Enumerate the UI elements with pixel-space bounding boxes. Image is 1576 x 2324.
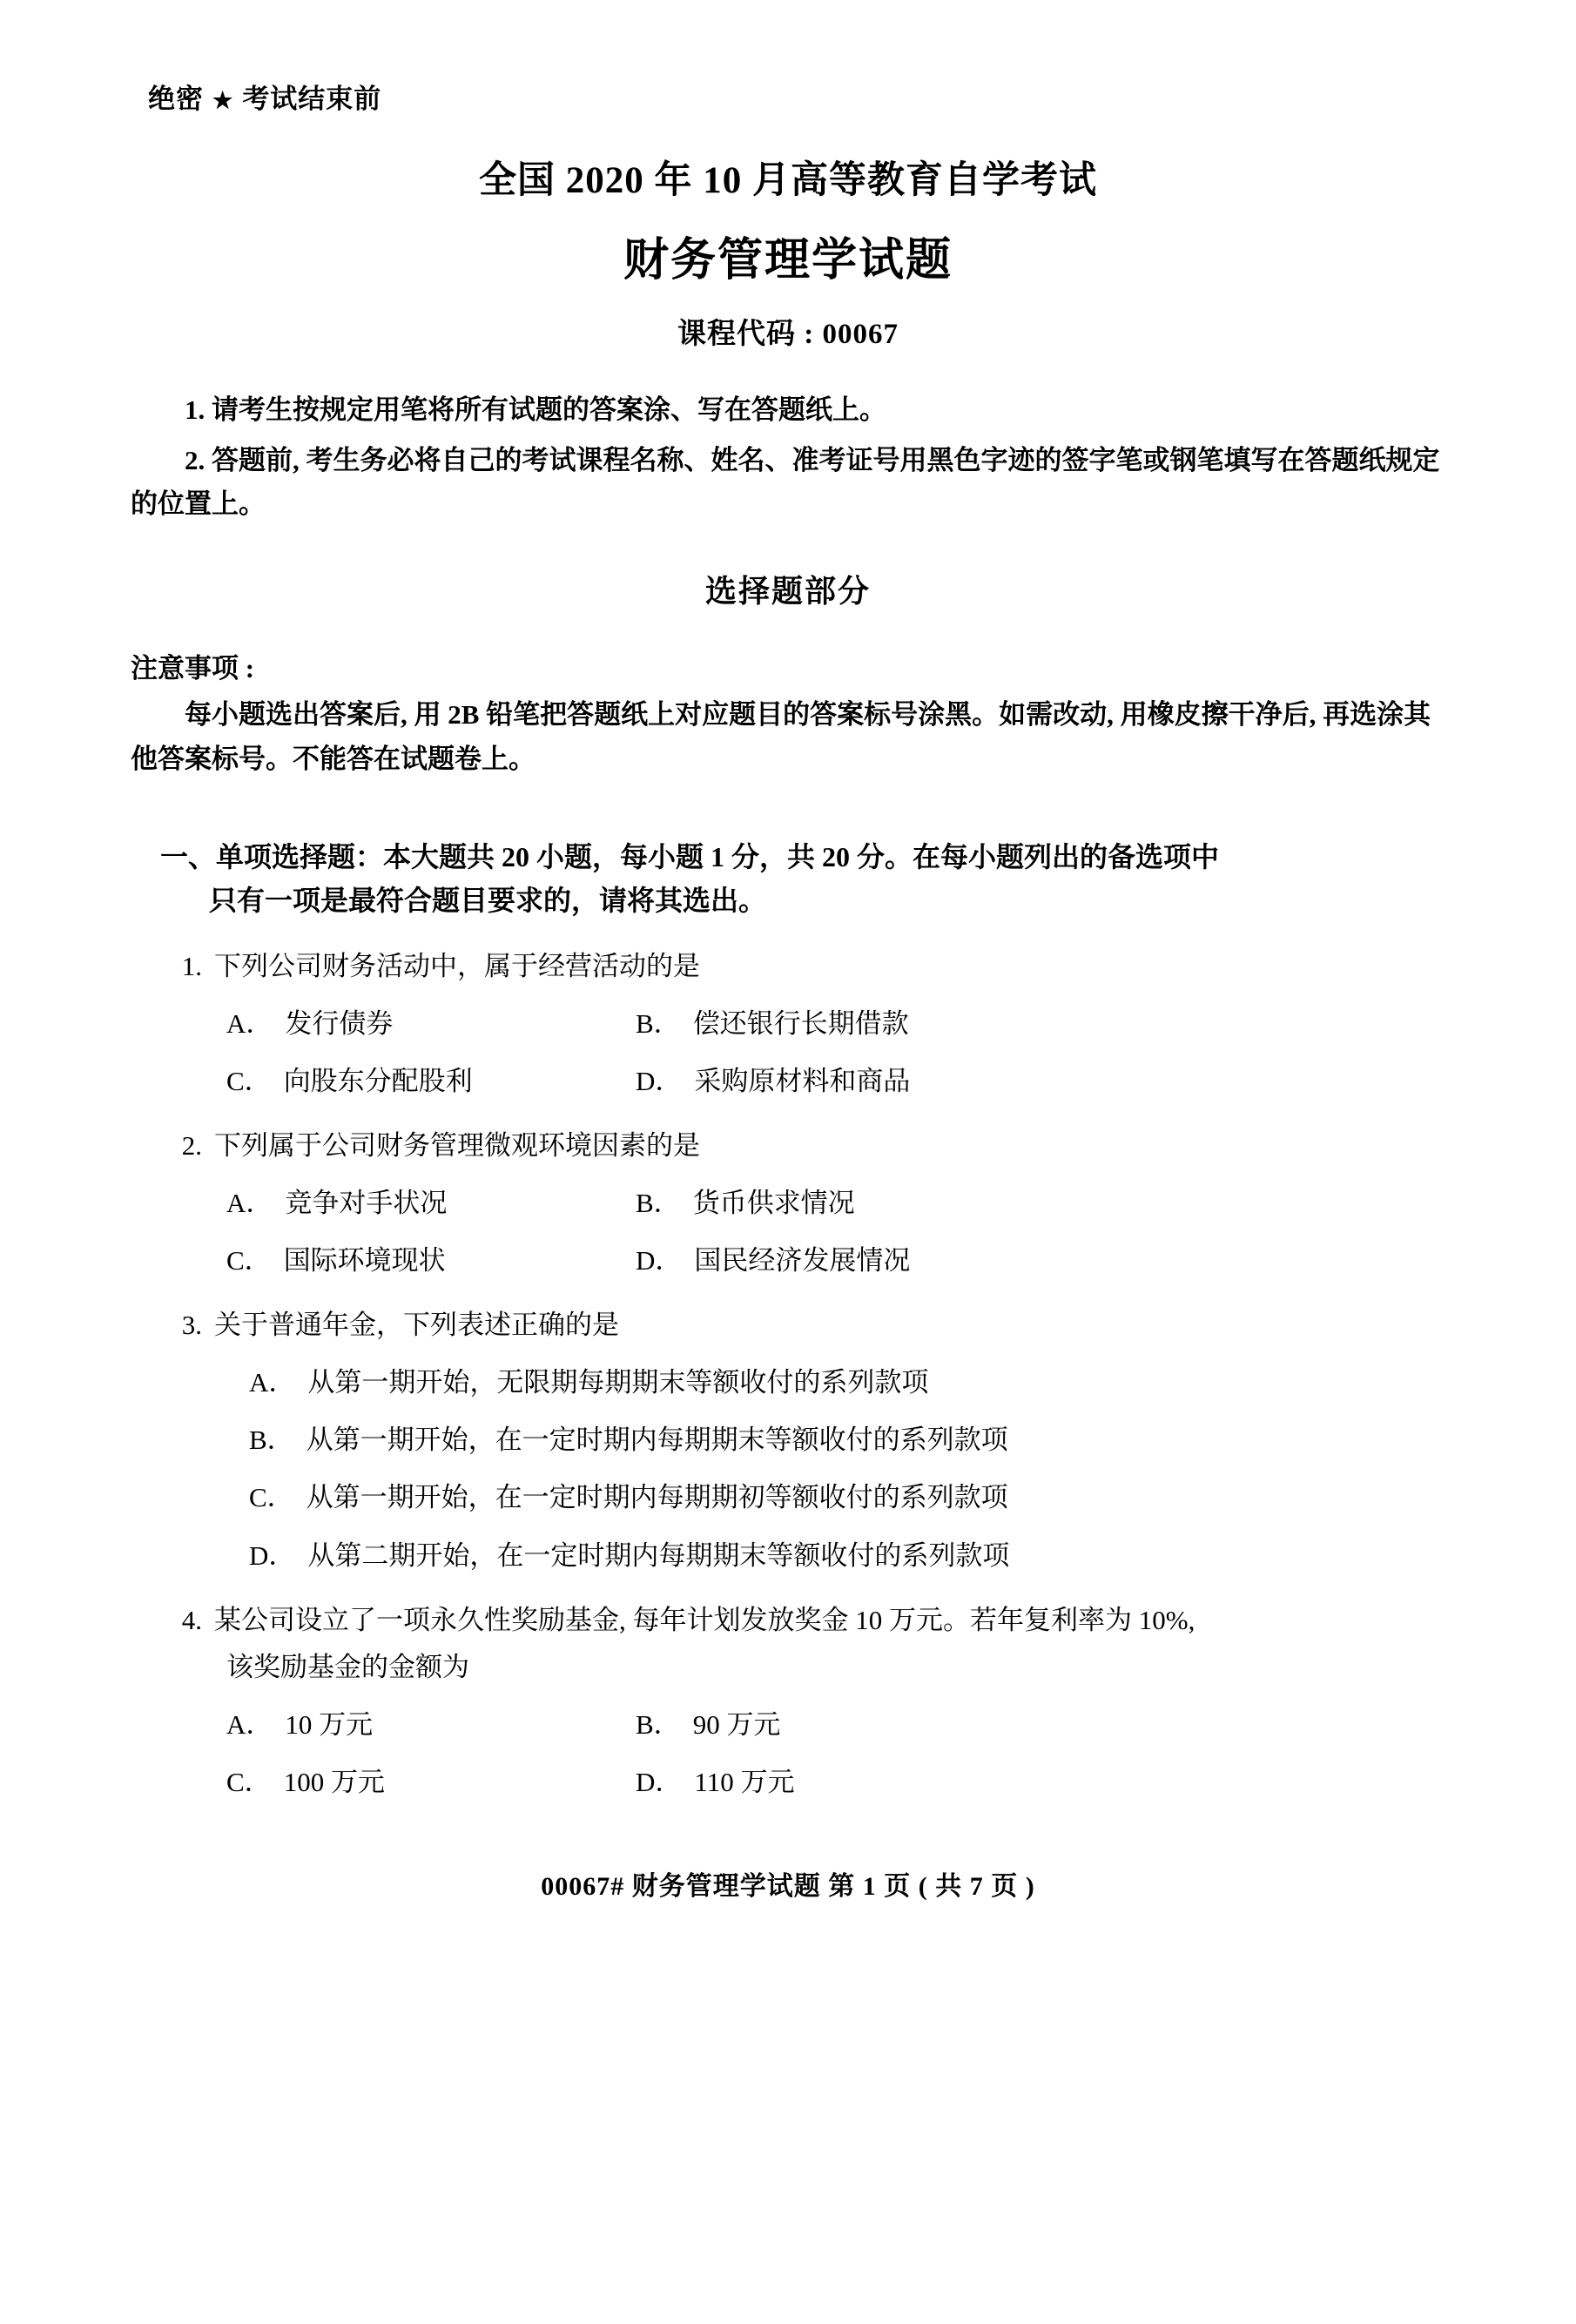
question-item (131, 946, 1445, 1102)
question-text: 关于普通年金，下列表述正确的是 (214, 1310, 619, 1341)
option-row (226, 1704, 1445, 1746)
question-number: 1. (181, 951, 202, 982)
question-stem (131, 1304, 1445, 1346)
big-question-label: 一、单项选择题： (160, 840, 384, 872)
option-d[interactable] (226, 1535, 1445, 1577)
option-list (131, 1704, 1445, 1803)
option-letter: A． (226, 1188, 273, 1219)
page-footer: 00067# 财务管理学试题 第 1 页 ( 共 7 页 ) (541, 1871, 1035, 1901)
option-text: 从第一期开始，在一定时期内每期期末等额收付的系列款项 (306, 1425, 1008, 1456)
question-text: 某公司设立了一项永久性奖励基金, 每年计划发放奖金 10 万元。若年复利率为 10%, (214, 1604, 1195, 1635)
option-c[interactable] (226, 1477, 1445, 1519)
notice-body (131, 692, 1445, 781)
option-letter: C． (226, 1245, 272, 1277)
option-row (226, 1061, 1445, 1102)
paper-title: 财务管理学试题 (623, 236, 953, 286)
notice-text: 每小题选出答案后, 用 2B 铅笔把答题纸上对应题目的答案标号涂黑。如需改动, 用橡皮擦干净后, 再选涂其他答案标号。不能答在试题卷上。 (131, 698, 1431, 774)
option-b[interactable] (636, 1704, 780, 1746)
option-text: 偿还银行长期借款 (692, 1008, 909, 1040)
secret-note: 考试结束前 (242, 84, 382, 114)
option-b[interactable] (636, 1182, 855, 1224)
course-code: 课程代码 : 00067 (677, 319, 899, 350)
question-number: 2. (181, 1130, 202, 1162)
option-text: 100 万元 (283, 1766, 385, 1797)
question-stem (131, 946, 1445, 987)
option-a[interactable] (226, 1362, 1445, 1404)
option-letter: D． (249, 1539, 296, 1571)
option-b[interactable] (636, 1003, 909, 1045)
question-item (131, 1125, 1445, 1282)
option-c[interactable] (226, 1762, 636, 1803)
option-text: 90 万元 (692, 1708, 781, 1740)
option-text: 110 万元 (694, 1766, 795, 1797)
option-letter: B． (249, 1425, 294, 1456)
option-row (226, 1182, 1445, 1224)
option-a[interactable] (226, 1704, 636, 1746)
secret-label: 绝密 (148, 84, 204, 114)
option-d[interactable] (636, 1061, 910, 1102)
question-stem (131, 1125, 1445, 1167)
secret-header (148, 77, 1445, 116)
question-number: 4. (181, 1604, 202, 1635)
option-letter: C． (249, 1482, 294, 1513)
option-letter: D． (636, 1066, 683, 1097)
option-d[interactable] (636, 1240, 910, 1282)
instruction-item-1: 1. 请考生按规定用笔将所有试题的答案涂、写在答题纸上。 (185, 394, 886, 425)
option-letter: B． (636, 1008, 681, 1040)
option-text: 国民经济发展情况 (694, 1245, 911, 1277)
option-text: 10 万元 (285, 1708, 374, 1740)
exam-title: 全国 2020 年 10 月高等教育自学考试 (479, 160, 1097, 201)
question-number: 3. (181, 1310, 202, 1341)
question-text-continued: 该奖励基金的金额为 (226, 1651, 469, 1682)
option-c[interactable] (226, 1240, 636, 1282)
question-item (131, 1600, 1445, 1803)
option-text: 采购原材料和商品 (694, 1066, 911, 1097)
section-heading: 选择题部分 (704, 573, 871, 609)
option-text: 向股东分配股利 (283, 1066, 473, 1097)
option-a[interactable] (226, 1003, 636, 1045)
option-letter: D． (636, 1766, 683, 1797)
option-c[interactable] (226, 1061, 636, 1102)
big-question-heading (131, 835, 1445, 923)
option-letter: B． (636, 1708, 681, 1740)
option-list (131, 1003, 1445, 1102)
option-letter: A． (226, 1708, 273, 1740)
option-list (131, 1182, 1445, 1282)
star-icon: ★ (212, 88, 234, 113)
option-b[interactable] (226, 1419, 1445, 1461)
option-text: 竞争对手状况 (285, 1188, 448, 1219)
option-text: 从第二期开始，在一定时期内每期期末等额收付的系列款项 (307, 1539, 1010, 1571)
option-letter: A． (249, 1367, 296, 1398)
option-text: 从第一期开始，无限期每期期末等额收付的系列款项 (307, 1367, 929, 1398)
question-item (131, 1304, 1445, 1576)
instructions-block (131, 388, 1445, 527)
option-d[interactable] (636, 1762, 795, 1803)
option-list (131, 1362, 1445, 1576)
question-text: 下列属于公司财务管理微观环境因素的是 (214, 1130, 700, 1162)
big-question-line2: 只有一项是最符合题目要求的，请将其选出。 (209, 885, 767, 917)
option-text: 发行债券 (285, 1008, 394, 1040)
option-text: 货币供求情况 (692, 1188, 855, 1219)
option-row (226, 1762, 1445, 1803)
option-text: 国际环境现状 (283, 1245, 446, 1277)
option-text: 从第一期开始，在一定时期内每期期初等额收付的系列款项 (306, 1482, 1008, 1513)
notice-label: 注意事项 : (131, 652, 255, 684)
option-letter: C． (226, 1766, 272, 1797)
option-letter: A． (226, 1008, 273, 1040)
option-row (226, 1003, 1445, 1045)
instruction-item-2: 2. 答题前, 考生务必将自己的考试课程名称、姓名、准考证号用黑色字迹的签字笔或钢笔填写在答题纸规定的位置上。 (131, 445, 1440, 520)
question-text: 下列公司财务活动中，属于经营活动的是 (214, 951, 700, 982)
option-letter: B． (636, 1188, 681, 1219)
option-letter: C． (226, 1066, 272, 1097)
big-question-line1: 本大题共 20 小题，每小题 1 分，共 20 分。在每小题列出的备选项中 (383, 840, 1220, 872)
option-letter: D． (636, 1245, 683, 1277)
question-stem (131, 1600, 1445, 1641)
option-row (226, 1240, 1445, 1282)
option-a[interactable] (226, 1182, 636, 1224)
